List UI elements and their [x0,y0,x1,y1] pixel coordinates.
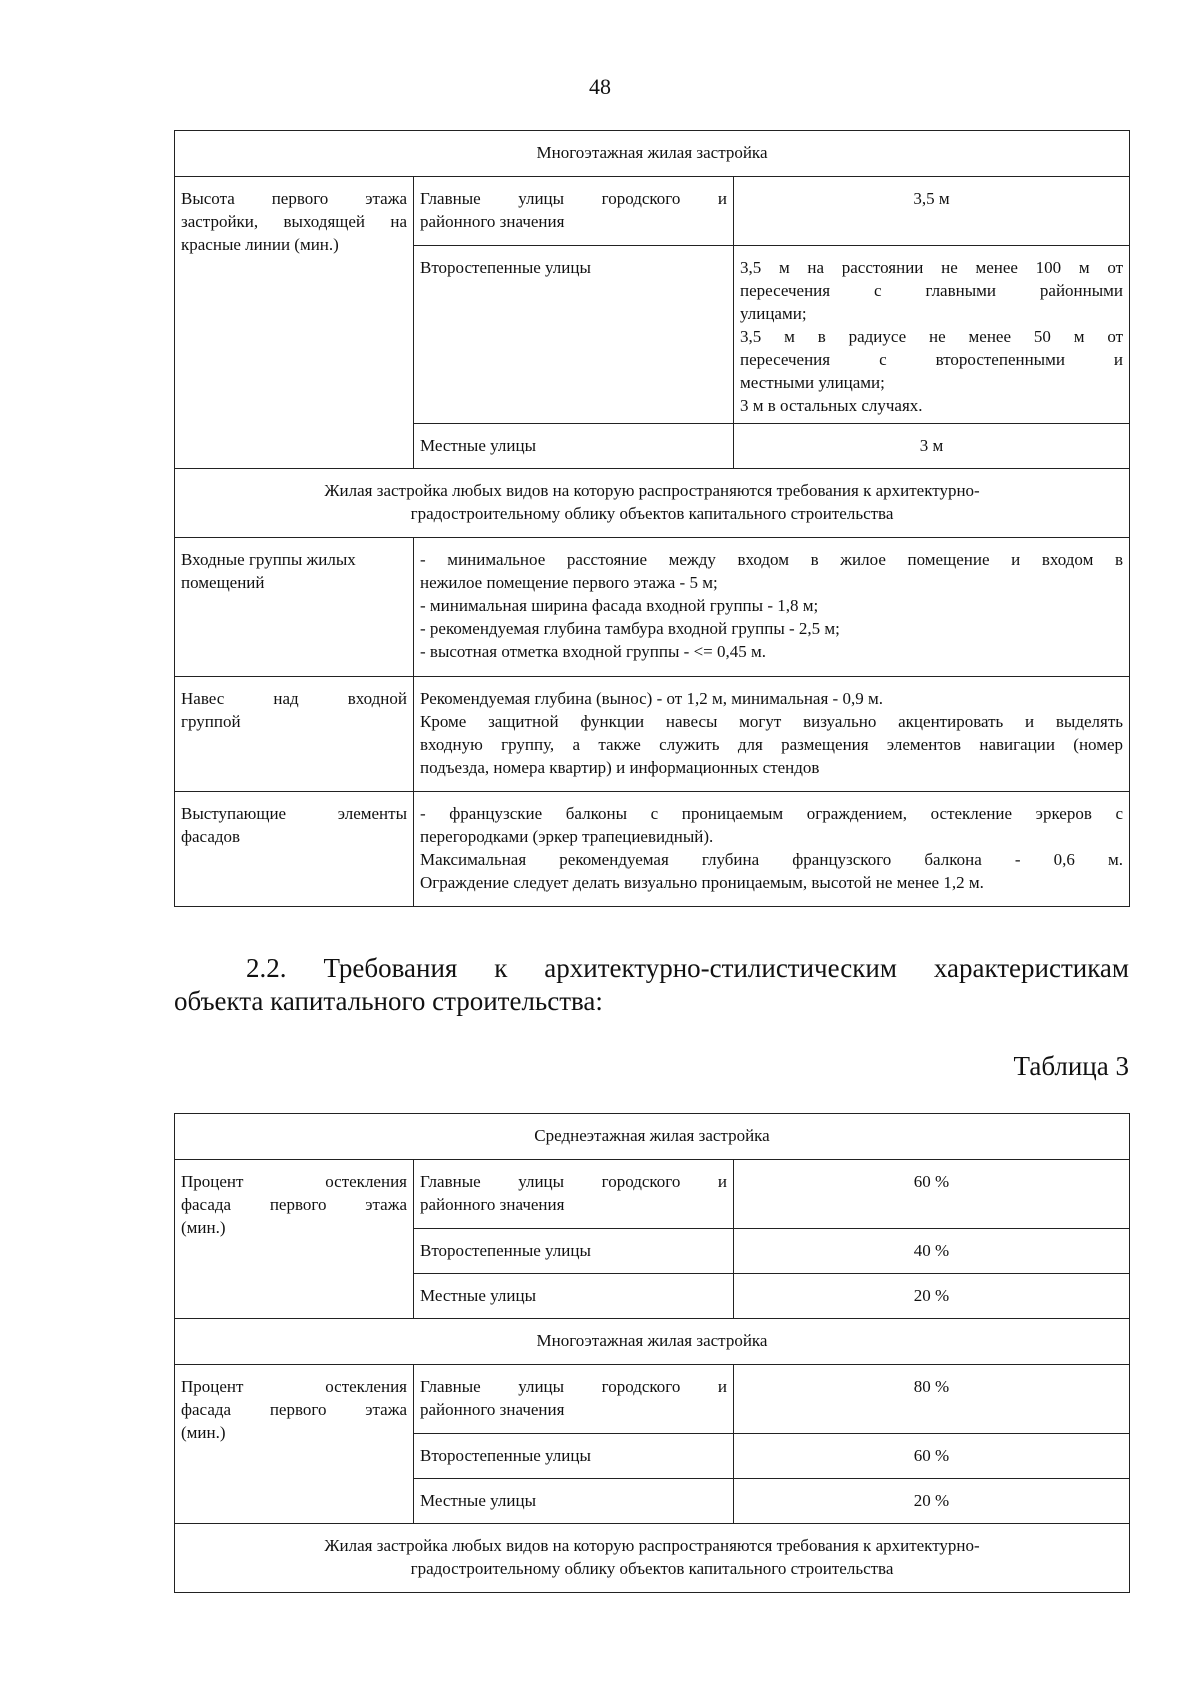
secondary-streets-value: 3,5 м на расстоянии не менее 100 м от пересечения с главными районными улицами; 3,5 м в радиусе не менее 50 м от пересечения с второстепенными и местными улицами; 3 м в остальных случаях. [734,246,1130,424]
secondary-streets-cell: Второстепенные улицы [414,1229,734,1274]
first-floor-height-label: Высота первого этажа застройки, выходящей на красные линии (мин.) [175,177,414,469]
local-streets-cell: Местные улицы [414,1479,734,1524]
glazing-label-multistorey: Процент остекления фасада первого этажа (мин.) [175,1365,414,1524]
section-heading: 2.2. Требования к архитектурно-стилистическим характеристикам объекта капитального строительства: [174,953,1129,1016]
page-number: 48 [589,74,611,99]
main-streets-value: 60 % [734,1160,1130,1229]
section-title-multistorey: Многоэтажная жилая застройка [175,131,1130,177]
glazing-label-midrise: Процент остекления фасада первого этажа (мин.) [175,1160,414,1319]
section-title-multistorey: Многоэтажная жилая застройка [175,1319,1130,1365]
canopy-label: Навес над входной группой [175,677,414,792]
local-streets-value: 20 % [734,1274,1130,1319]
local-streets-value: 20 % [734,1479,1130,1524]
protruding-elements-value: - французские балконы с проницаемым ограждением, остекление эркеров с перегородками (эркер трапециевидный). Максимальная рекомендуемая глубина французского балкона - 0,6 м. Ограждение следует делать визуально проницаемым, высотой не менее 1,2 м. [414,792,1130,907]
protruding-elements-label: Выступающие элементы фасадов [175,792,414,907]
secondary-streets-cell: Второстепенные улицы [414,1434,734,1479]
main-streets-value: 3,5 м [734,177,1130,246]
entrance-groups-label: Входные группы жилых помещений [175,538,414,677]
secondary-streets-value: 60 % [734,1434,1130,1479]
canopy-value: Рекомендуемая глубина (вынос) - от 1,2 м, минимальная - 0,9 м. Кроме защитной функции навесы могут визуально акцентировать и выделять входную группу, а также служить для размещения элементов навигации (номер подъезда, номера квартир) и информационных стендов [414,677,1130,792]
glazing-percentage-table [174,1113,1130,1593]
section-title-any-residential: Жилая застройка любых видов на которую распространяются требования к архитектурно- градостроительному облику объектов капитального строительства [175,1524,1130,1593]
section-title-midrise: Среднеэтажная жилая застройка [175,1114,1130,1160]
local-streets-value: 3 м [734,424,1130,469]
main-streets-cell: Главные улицы городского и районного значения [414,1365,734,1434]
secondary-streets-value: 40 % [734,1229,1130,1274]
table-caption: Таблица 3 [1013,1051,1129,1081]
requirements-table-top [174,130,1130,907]
main-streets-cell: Главные улицы городского и районного значения [414,177,734,246]
secondary-streets-cell: Второстепенные улицы [414,246,734,424]
main-streets-cell: Главные улицы городского и районного значения [414,1160,734,1229]
section-title-any-residential: Жилая застройка любых видов на которую распространяются требования к архитектурно- градостроительному облику объектов капитального строительства [175,469,1130,538]
entrance-groups-value: - минимальное расстояние между входом в жилое помещение и входом в нежилое помещение первого этажа - 5 м; - минимальная ширина фасада входной группы - 1,8 м; - рекомендуемая глубина тамбура входной группы - 2,5 м; - высотная отметка входной группы - <= 0,45 м. [414,538,1130,677]
local-streets-cell: Местные улицы [414,424,734,469]
main-streets-value: 80 % [734,1365,1130,1434]
local-streets-cell: Местные улицы [414,1274,734,1319]
